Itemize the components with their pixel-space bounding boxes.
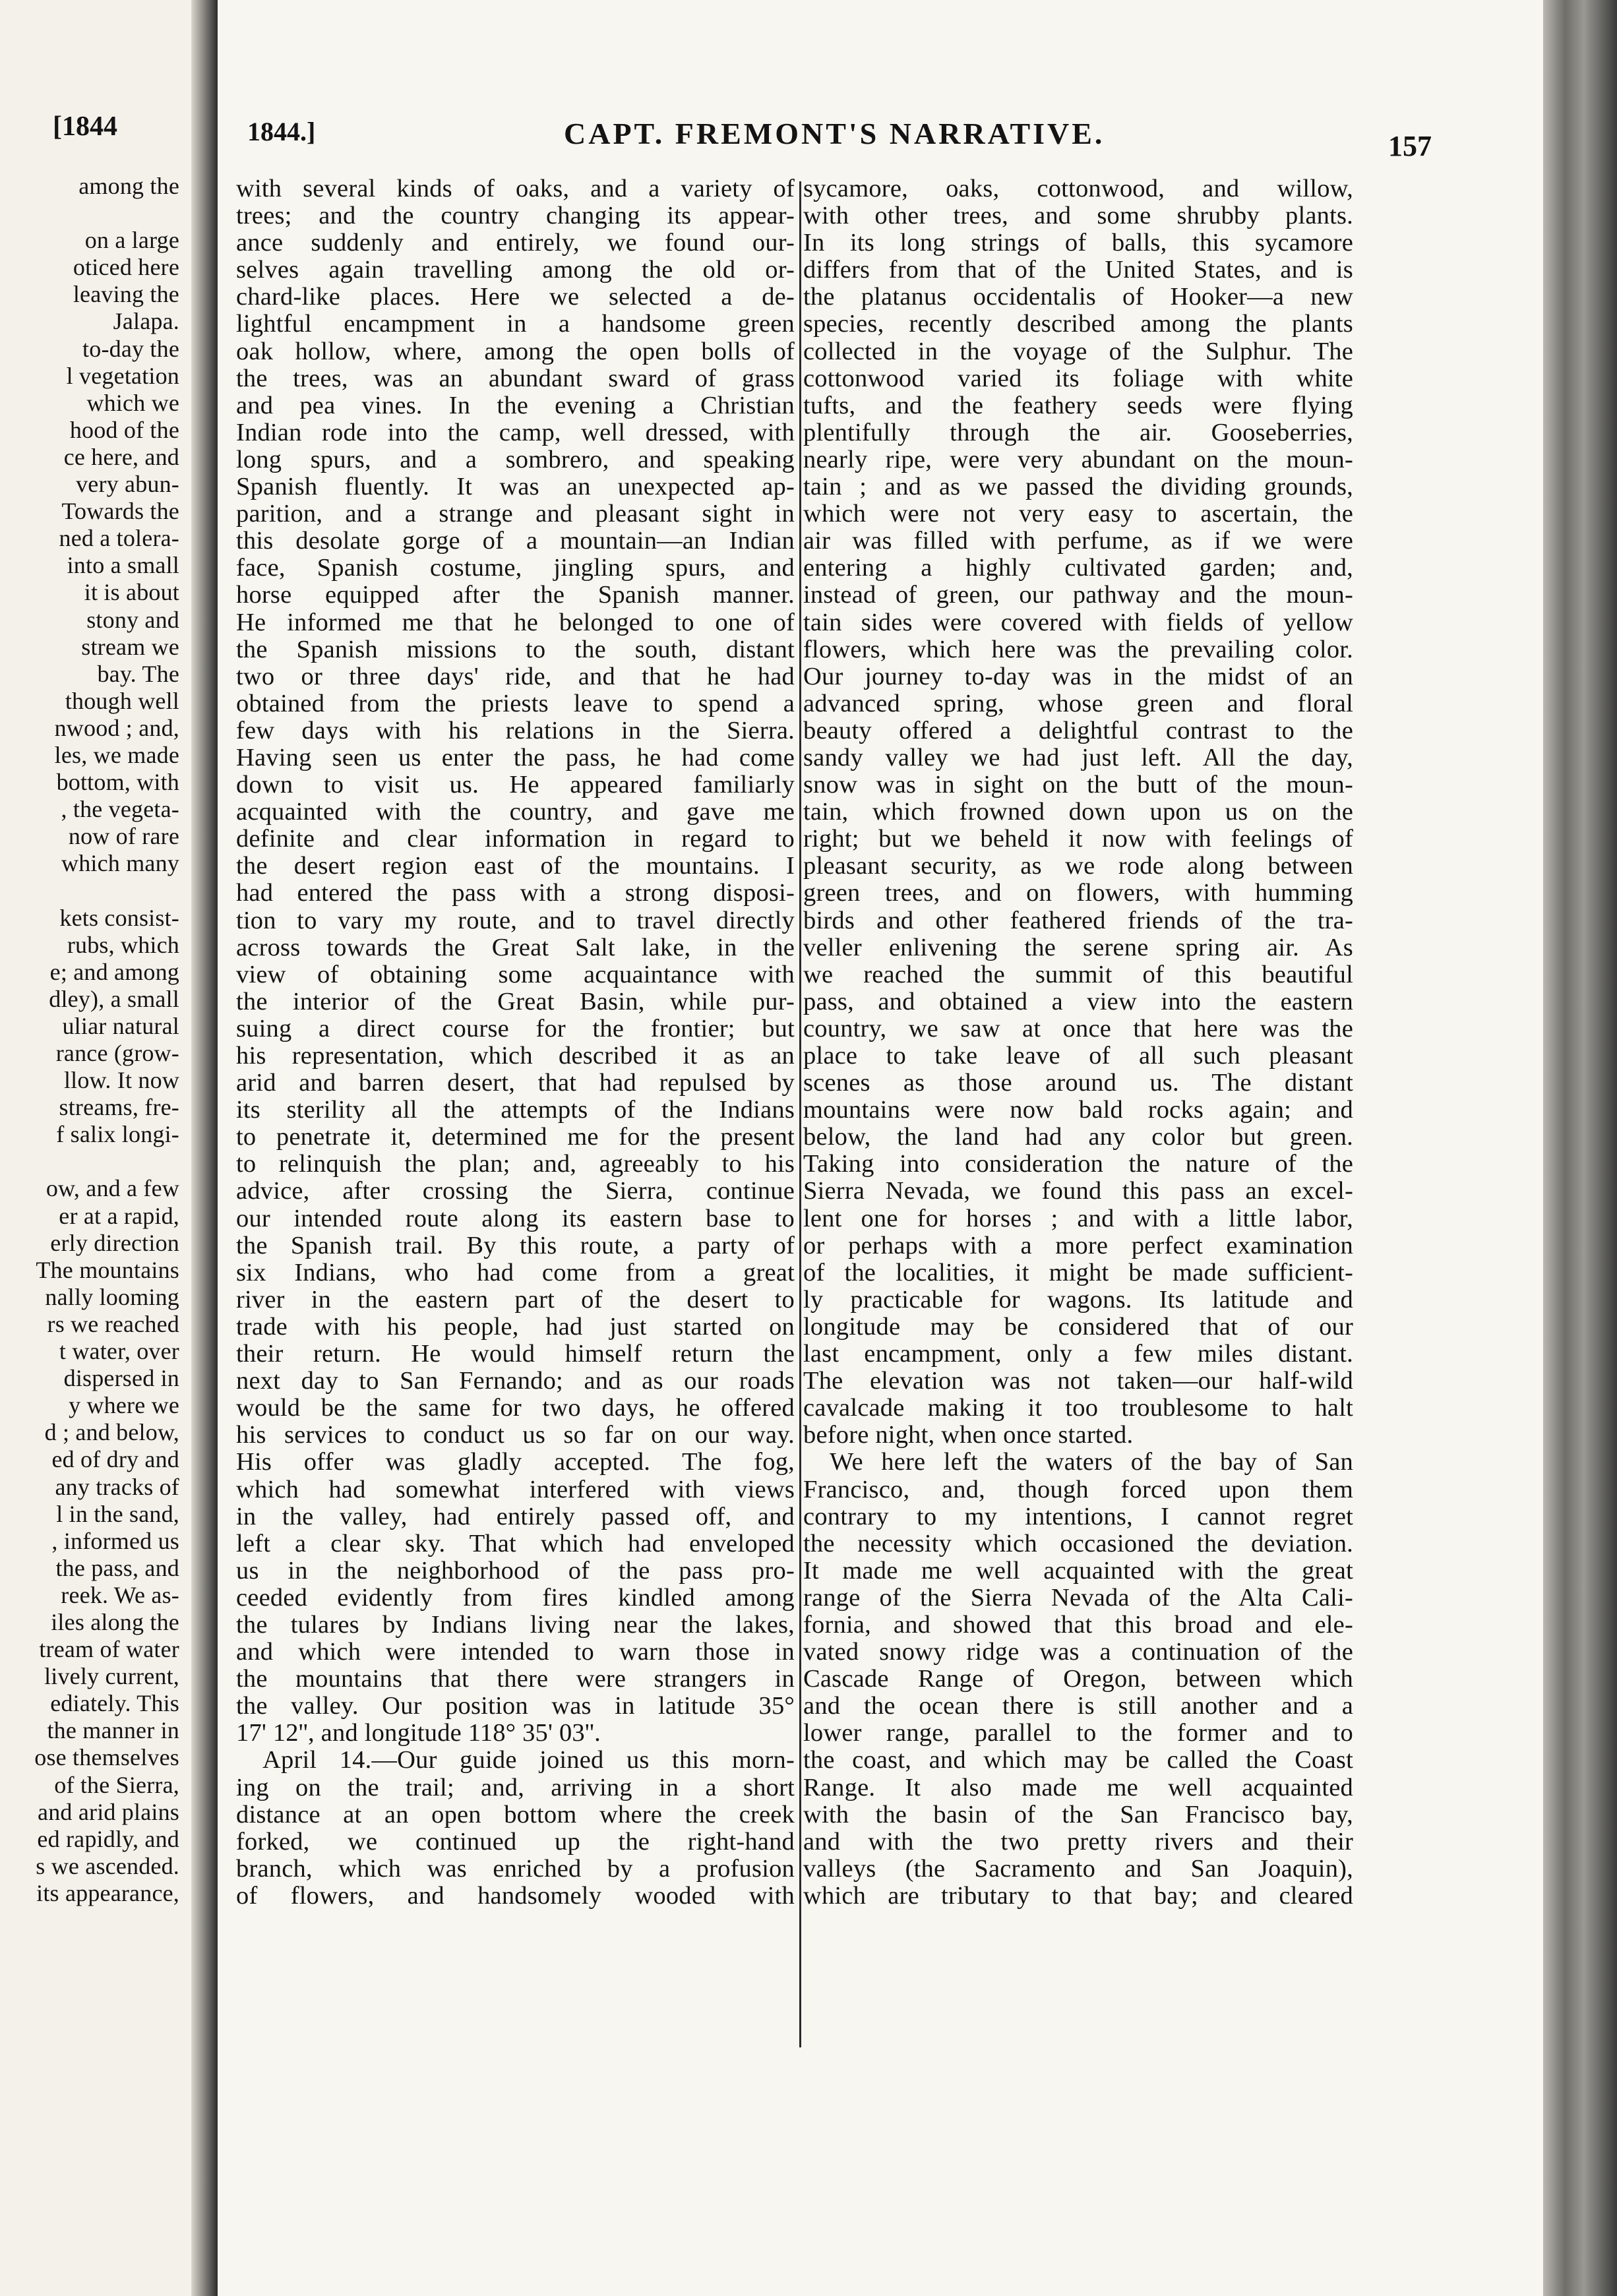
text-line: and which were intended to warn those in [236, 1638, 795, 1666]
text-line: we reached the summit of this beautiful [803, 960, 1353, 988]
text-line: of the Sierra, [54, 1771, 179, 1798]
text-line: with the basin of the San Francisco bay, [803, 1800, 1353, 1828]
text-line: down to visit us. He appeared familiarly [236, 771, 795, 799]
page-edge [1543, 0, 1617, 2296]
text-line: with other trees, and some shrubby plants. [803, 202, 1353, 230]
text-line: species, recently described among the plants [803, 310, 1353, 338]
text-line: lent one for horses ; and with a little labor, [803, 1204, 1353, 1232]
text-line: The elevation was not taken—our half-wild [803, 1367, 1353, 1395]
text-line: our intended route along its eastern base to [236, 1204, 795, 1232]
text-line: below, the land had any color but green. [803, 1123, 1353, 1151]
text-line: distance at an open bottom where the creek [236, 1800, 795, 1828]
text-line: instead of green, our pathway and the moun- [803, 581, 1353, 609]
text-line: which were not very easy to ascertain, the [803, 500, 1353, 528]
text-line: rance (grow- [55, 1040, 179, 1066]
text-line: tain sides were covered with fields of yellow [803, 608, 1353, 636]
text-line: Sierra Nevada, we found this pass an excel- [803, 1177, 1353, 1205]
text-line: his representation, which described it as an [236, 1042, 795, 1070]
text-line: , informed us [51, 1527, 179, 1554]
text-line: next day to San Fernando; and as our roads [236, 1367, 795, 1395]
text-line: very abun- [76, 471, 179, 498]
text-line: plentifully through the air. Gooseberries, [803, 418, 1353, 446]
text-line: air was filled with perfume, as if we were [803, 527, 1353, 555]
text-line: would be the same for two days, he offered [236, 1394, 795, 1422]
text-line: rubs, which [67, 931, 179, 958]
text-line: few days with his relations in the Sierra. [236, 716, 795, 744]
text-line: 17' 12'', and longitude 118° 35' 03''. [236, 1719, 601, 1747]
text-line: sycamore, oaks, cottonwood, and willow, [803, 175, 1353, 202]
text-line: oticed here [73, 254, 179, 281]
text-line: hood of the [69, 416, 179, 443]
text-line: veller enlivening the serene spring air. As [803, 933, 1353, 961]
text-line: its sterility all the attempts of the Indians [236, 1096, 795, 1124]
text-column-right [803, 175, 1353, 1910]
text-line: collected in the voyage of the Sulphur. The [803, 337, 1353, 365]
text-line: tain ; and as we passed the dividing grounds, [803, 473, 1353, 501]
text-line: In its long strings of balls, this sycamore [803, 229, 1353, 257]
text-line: the platanus occidentalis of Hooker—a new [803, 283, 1353, 311]
text-line: which are tributary to that bay; and cleared [803, 1881, 1353, 1910]
text-line [0, 877, 179, 904]
text-line: tion to vary my route, and to travel directly [236, 906, 795, 934]
text-line: Francisco, and, though forced upon them [803, 1475, 1353, 1503]
text-line: ing on the trail; and, arriving in a short [236, 1773, 795, 1801]
facing-page-header: [1844 [53, 111, 117, 142]
text-line: Spanish fluently. It was an unexpected ap- [236, 473, 795, 501]
text-line: among the [78, 173, 179, 199]
text-line: lower range, parallel to the former and to [803, 1719, 1353, 1747]
text-line: leaving the [73, 281, 179, 308]
text-line: ance suddenly and entirely, we found our- [236, 229, 795, 257]
text-line: obtained from the priests leave to spend a [236, 689, 795, 717]
text-line: , the vegeta- [61, 796, 179, 823]
text-line: ly practicable for wagons. Its latitude and [803, 1285, 1353, 1314]
column-rule [799, 181, 801, 2047]
text-line: the interior of the Great Basin, while pur- [236, 987, 795, 1015]
text-line: reek. We as- [61, 1581, 179, 1608]
text-line: mountains were now bald rocks again; and [803, 1096, 1353, 1124]
text-line: scenes as those around us. The distant [803, 1069, 1353, 1097]
text-line: cavalcade making it too troublesome to halt [803, 1394, 1353, 1422]
text-line: y where we [69, 1392, 179, 1419]
text-line: the Spanish trail. By this route, a party of [236, 1231, 795, 1259]
text-line: ed of dry and [51, 1446, 179, 1473]
facing-page-fragment [0, 0, 191, 2296]
text-line: stony and [86, 606, 179, 633]
text-line: t water, over [59, 1338, 179, 1365]
text-line: ed rapidly, and [37, 1825, 179, 1852]
text-line: llow. It now [63, 1067, 179, 1094]
text-line: its appearance, [36, 1879, 179, 1906]
text-line: country, we saw at once that here was the [803, 1014, 1353, 1042]
text-column-left [236, 175, 795, 1910]
text-line: nwood ; and, [54, 714, 179, 741]
text-line: cottonwood varied its foliage with white [803, 364, 1353, 392]
text-line: bottom, with [56, 769, 179, 796]
text-line: range of the Sierra Nevada of the Alta Cali- [803, 1583, 1353, 1612]
text-line: d ; and below, [44, 1419, 179, 1446]
text-line: flowers, which here was the prevailing color. [803, 635, 1353, 663]
header-year: 1844.] [247, 117, 316, 146]
text-line: face, Spanish costume, jingling spurs, and [236, 554, 795, 582]
text-line: April 14.—Our guide joined us this morn- [262, 1746, 795, 1774]
text-line: Indian rode into the camp, well dressed, with [236, 418, 795, 446]
text-line: ose themselves [34, 1744, 179, 1771]
text-line: advice, after crossing the Sierra, continue [236, 1177, 795, 1205]
text-line: His offer was gladly accepted. The fog, [236, 1448, 795, 1476]
text-line: right; but we beheld it now with feelings of [803, 825, 1353, 853]
text-line: the necessity which occasioned the deviation. [803, 1529, 1353, 1557]
text-line: lively current, [44, 1663, 179, 1690]
text-line: river in the eastern part of the desert to [236, 1285, 795, 1314]
text-line: the manner in [47, 1717, 179, 1744]
text-line: We here left the waters of the bay of San [830, 1448, 1353, 1476]
text-line: bay. The [97, 660, 179, 687]
text-line: now of rare [68, 823, 179, 850]
text-line: birds and other feathered friends of the tra- [803, 906, 1353, 934]
text-line: forked, we continued up the right-hand [236, 1827, 795, 1856]
text-line: tufts, and the feathery seeds were flying [803, 391, 1353, 419]
text-line: Jalapa. [113, 308, 179, 335]
text-line: and arid plains [38, 1798, 179, 1825]
text-line: it is about [84, 579, 179, 606]
text-line: oak hollow, where, among the open bolls of [236, 337, 795, 365]
text-line: valleys (the Sacramento and San Joaquin), [803, 1854, 1353, 1883]
text-line: ned a tolera- [59, 525, 179, 552]
text-line: arid and barren desert, that had repulsed by [236, 1069, 795, 1097]
text-line: last encampment, only a few miles distant. [803, 1340, 1353, 1368]
text-line: to relinquish the plan; and, agreeably to his [236, 1150, 795, 1178]
text-line [0, 200, 179, 227]
text-line: ow, and a few [46, 1175, 179, 1202]
text-line: s we ascended. [36, 1852, 179, 1879]
text-line: The mountains [36, 1256, 179, 1283]
text-line: ediately. This [50, 1690, 179, 1717]
text-line: nally looming [45, 1283, 179, 1310]
text-line: streams, fre- [59, 1094, 179, 1121]
text-line: erly direction [50, 1229, 179, 1256]
text-line: kets consist- [59, 904, 179, 931]
text-line: Cascade Range of Oregon, between which [803, 1665, 1353, 1693]
text-line: acquainted with the country, and gave me [236, 798, 795, 826]
text-line: er at a rapid, [59, 1202, 179, 1229]
text-line: dispersed in [63, 1365, 179, 1392]
text-line: ceeded evidently from fires kindled among [236, 1583, 795, 1612]
text-line: into a small [67, 552, 179, 579]
running-title: CAPT. FREMONT'S NARRATIVE. [564, 117, 1105, 150]
text-line: and with the two pretty rivers and their [803, 1827, 1353, 1856]
text-line: the Spanish missions to the south, distant [236, 635, 795, 663]
page-number: 157 [1388, 130, 1432, 162]
text-line: of flowers, and handsomely wooded with [236, 1881, 795, 1910]
text-line: e; and among [49, 958, 179, 985]
text-line: parition, and a strange and pleasant sight in [236, 500, 795, 528]
text-line: us in the neighborhood of the pass pro- [236, 1556, 795, 1585]
text-line: in the valley, had entirely passed off, and [236, 1502, 795, 1530]
text-line: branch, which was enriched by a profusion [236, 1854, 795, 1883]
text-line: Having seen us enter the pass, he had come [236, 743, 795, 771]
text-line: place to take leave of all such pleasant [803, 1042, 1353, 1070]
text-line: left a clear sky. That which had enveloped [236, 1529, 795, 1557]
text-line: two or three days' ride, and that he had [236, 662, 795, 690]
text-line: Taking into consideration the nature of the [803, 1150, 1353, 1178]
text-line: suing a direct course for the frontier; but [236, 1014, 795, 1042]
text-line: horse equipped after the Spanish manner. [236, 581, 795, 609]
text-line: the trees, was an abundant sward of grass [236, 364, 795, 392]
text-line: pleasant security, as we rode along between [803, 852, 1353, 880]
text-line: ce here, and [63, 443, 179, 470]
text-line: dley), a small [49, 985, 179, 1012]
text-line: selves again travelling among the old or- [236, 256, 795, 284]
text-line: green trees, and on flowers, with humming [803, 879, 1353, 907]
text-line: and pea vines. In the evening a Christian [236, 391, 795, 419]
book-gutter [191, 0, 218, 2296]
text-line: l in the sand, [56, 1500, 179, 1527]
text-line: Range. It also made me well acquainted [803, 1773, 1353, 1801]
text-line: the mountains that there were strangers in [236, 1665, 795, 1693]
text-line: the valley. Our position was in latitude 35° [236, 1692, 795, 1720]
text-line: differs from that of the United States, and is [803, 256, 1353, 284]
text-line: advanced spring, whose green and floral [803, 689, 1353, 717]
text-line: tream of water [39, 1636, 179, 1663]
text-line: fornia, and showed that this broad and ele- [803, 1610, 1353, 1639]
text-line: sandy valley we had just left. All the day, [803, 743, 1353, 771]
text-line: trade with his people, had just started on [236, 1312, 795, 1341]
text-line: Towards the [61, 498, 179, 525]
text-line: definite and clear information in regard to [236, 825, 795, 853]
text-line: which many [61, 850, 179, 877]
text-line: lightful encampment in a handsome green [236, 310, 795, 338]
text-line: It made me well acquainted with the great [803, 1556, 1353, 1585]
text-line: the desert region east of the mountains. I [236, 852, 795, 880]
text-line: nearly ripe, were very abundant on the moun- [803, 445, 1353, 473]
text-line: before night, when once started. [803, 1421, 1134, 1449]
text-line: Our journey to-day was in the midst of an [803, 662, 1353, 690]
text-line: six Indians, who had come from a great [236, 1258, 795, 1286]
text-line: longitude may be considered that of our [803, 1312, 1353, 1341]
text-line: his services to conduct us so far on our way. [236, 1421, 795, 1449]
text-line: to penetrate it, determined me for the present [236, 1123, 795, 1151]
text-line: stream we [81, 633, 179, 660]
text-line: the coast, and which may be called the Coast [803, 1746, 1353, 1774]
text-line: which we [86, 389, 179, 416]
text-line: the tulares by Indians living near the lakes, [236, 1610, 795, 1639]
text-line: their return. He would himself return the [236, 1340, 795, 1368]
text-line: and the ocean there is still another and a [803, 1692, 1353, 1720]
text-line: or perhaps with a more perfect examination [803, 1231, 1353, 1259]
text-line: to-day the [82, 335, 179, 362]
text-line: trees; and the country changing its appear- [236, 202, 795, 230]
text-line: which had somewhat interfered with views [236, 1475, 795, 1503]
text-line: l vegetation [66, 362, 179, 389]
text-line: this desolate gorge of a mountain—an Indian [236, 527, 795, 555]
text-line: f salix longi- [56, 1121, 179, 1148]
text-line [0, 1148, 179, 1175]
text-line: beauty offered a delightful contrast to the [803, 716, 1353, 744]
text-line: any tracks of [55, 1473, 179, 1500]
text-line: the pass, and [55, 1554, 179, 1581]
text-line: rs we reached [47, 1310, 179, 1337]
text-line: uliar natural [62, 1012, 179, 1039]
text-line: contrary to my intentions, I cannot regret [803, 1502, 1353, 1530]
text-line: les, we made [54, 741, 179, 768]
text-line: iles along the [51, 1608, 179, 1635]
text-line: view of obtaining some acquaintance with [236, 960, 795, 988]
text-line: entering a highly cultivated garden; and, [803, 554, 1353, 582]
text-line: on a large [84, 227, 179, 254]
text-line: vated snowy ridge was a continuation of the [803, 1638, 1353, 1666]
facing-page-text [0, 173, 179, 1907]
text-line: He informed me that he belonged to one of [236, 608, 795, 636]
text-line: snow was in sight on the butt of the moun- [803, 771, 1353, 799]
text-line: tain, which frowned down upon us on the [803, 798, 1353, 826]
text-line: with several kinds of oaks, and a variety of [236, 175, 795, 202]
text-line: pass, and obtained a view into the eastern [803, 987, 1353, 1015]
text-line: though well [65, 687, 179, 714]
text-line: long spurs, and a sombrero, and speaking [236, 445, 795, 473]
text-line: chard-like places. Here we selected a de- [236, 283, 795, 311]
text-line: had entered the pass with a strong disposi- [236, 879, 795, 907]
text-line: of the localities, it might be made sufficient- [803, 1258, 1353, 1286]
text-line: across towards the Great Salt lake, in the [236, 933, 795, 961]
